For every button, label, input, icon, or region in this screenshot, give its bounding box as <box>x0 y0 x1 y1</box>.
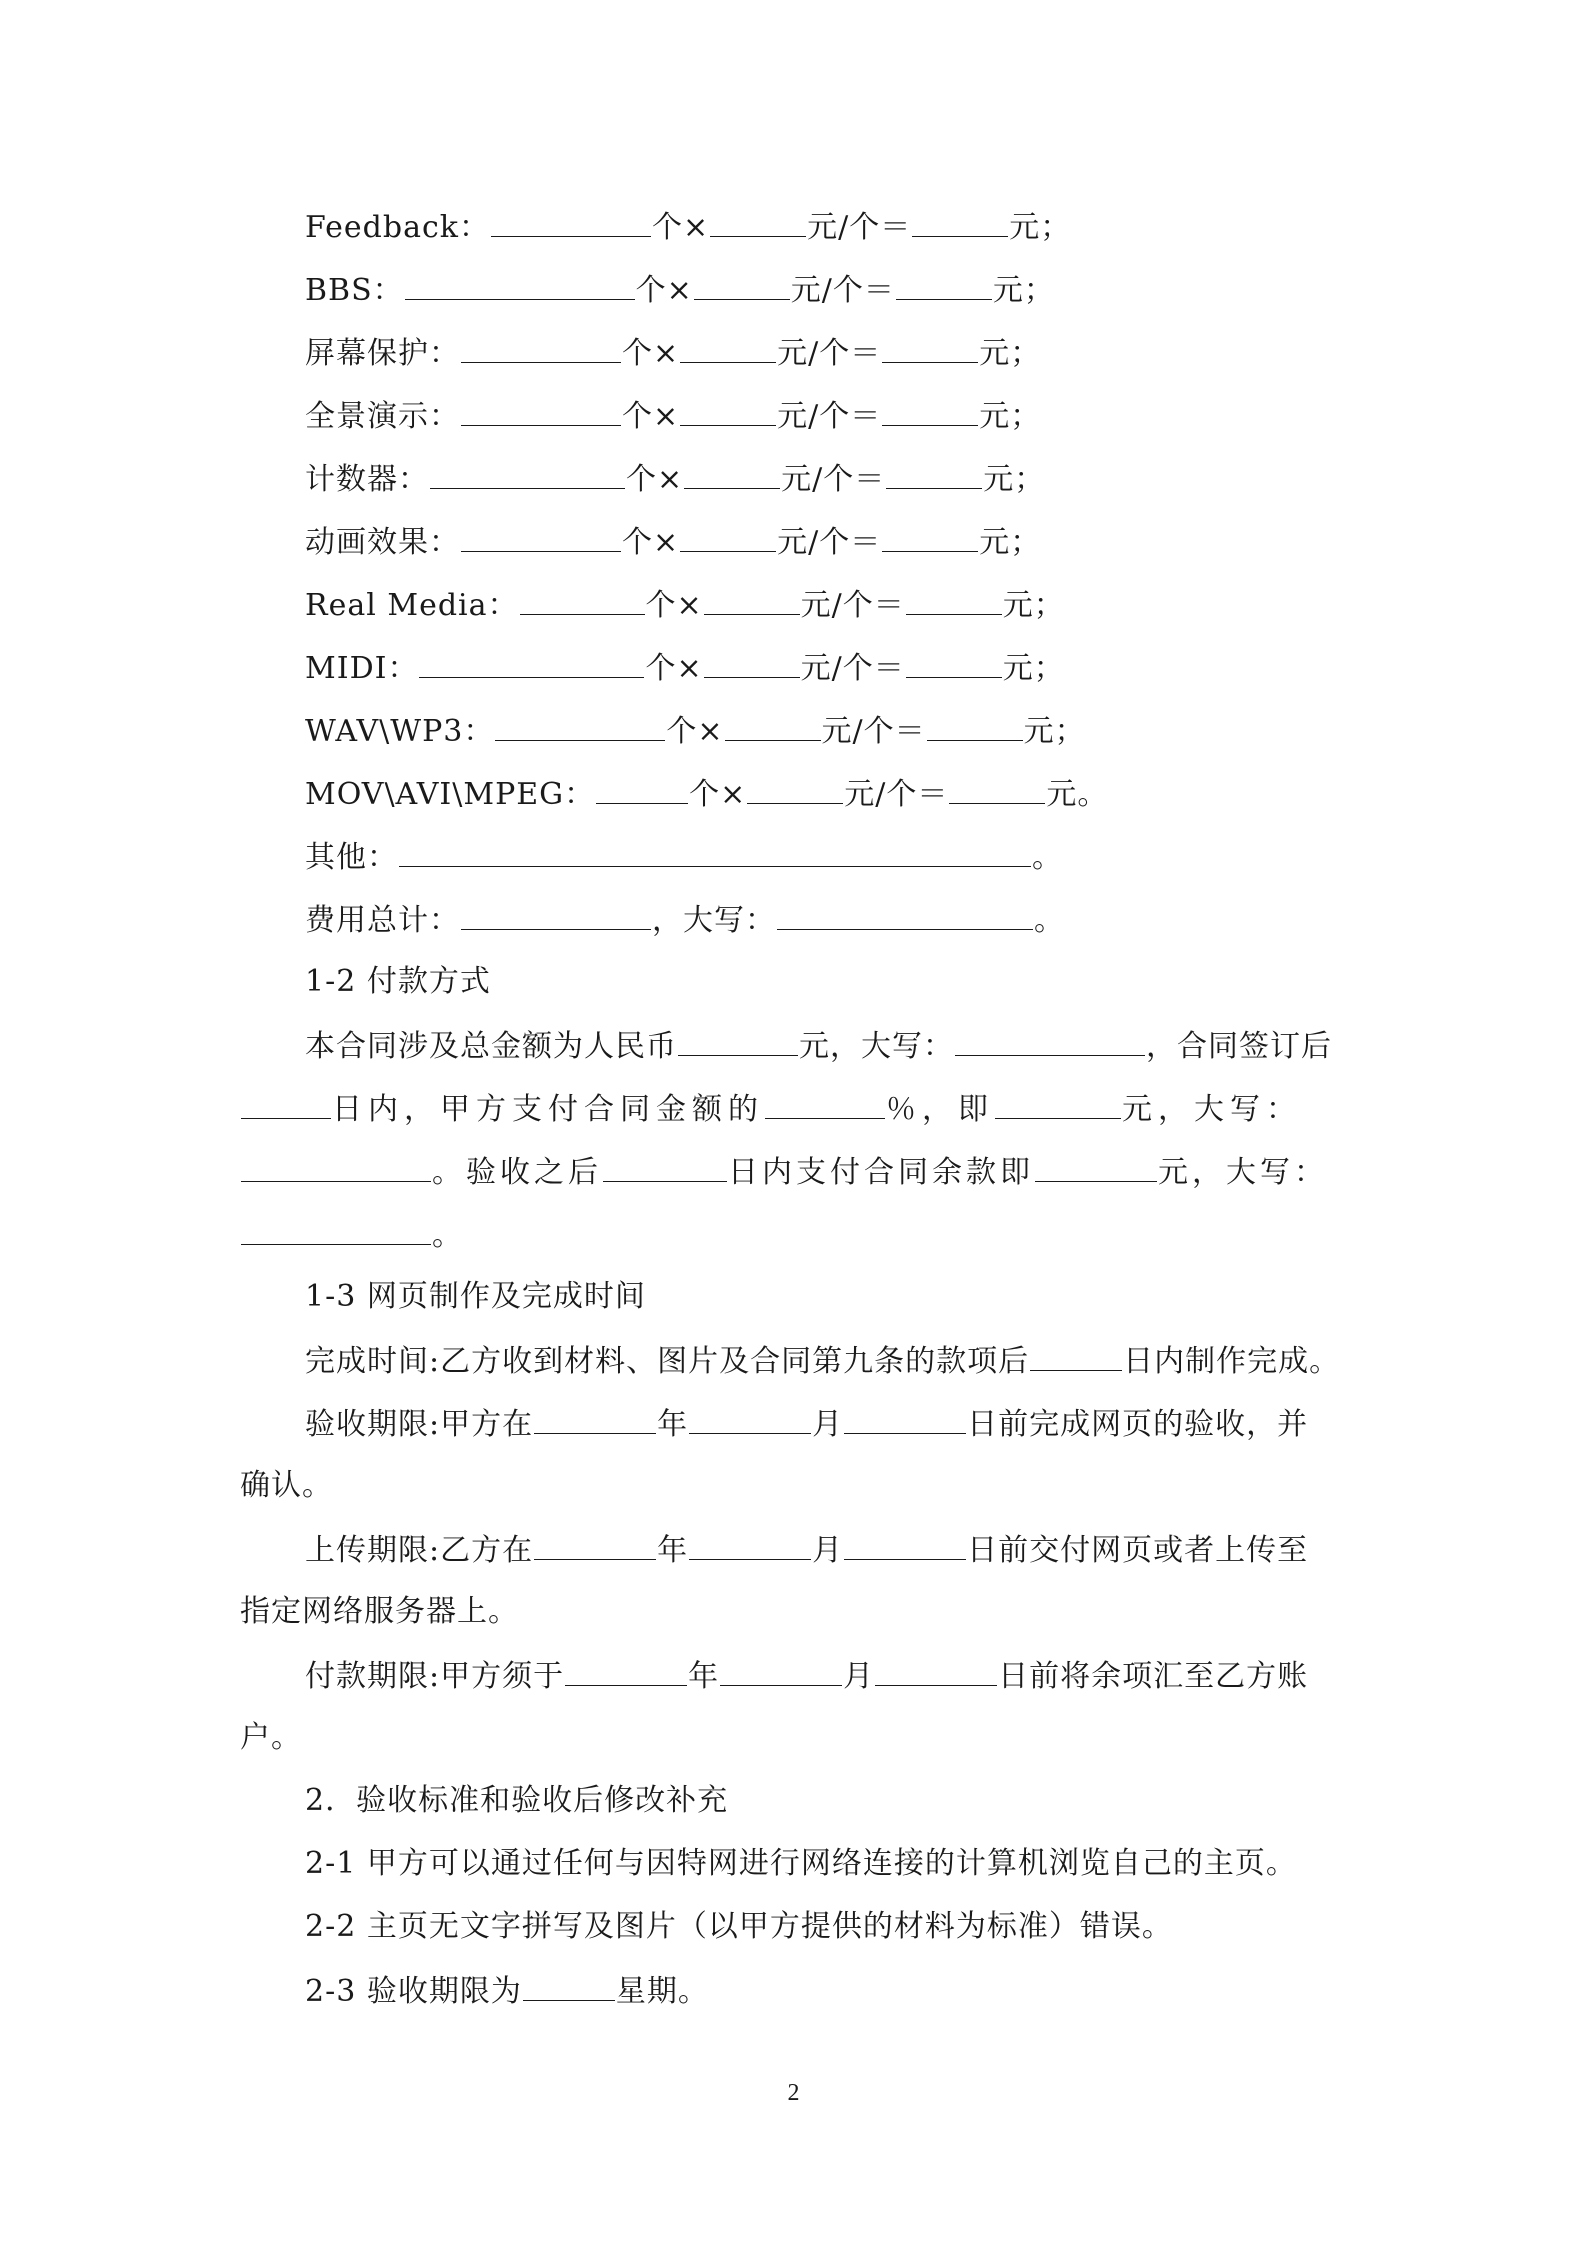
text: 元，大写： <box>799 1029 954 1064</box>
unit-text: 元； <box>992 273 1055 308</box>
month-blank[interactable] <box>689 1529 811 1560</box>
balance-blank[interactable] <box>1035 1151 1157 1182</box>
fee-label: MIDI： <box>305 651 419 686</box>
punct: 。 <box>1032 840 1063 875</box>
unit-text: 元/个＝ <box>781 462 886 497</box>
amount-blank[interactable] <box>906 584 1002 615</box>
upload-line-cont: 指定网络服务器上。 <box>240 1594 519 1629</box>
amount-blank[interactable] <box>906 647 1002 678</box>
fee-line-screensaver <box>305 332 1041 374</box>
unit-text: 个× <box>651 210 710 245</box>
amount-blank[interactable] <box>882 395 978 426</box>
month-blank[interactable] <box>689 1403 811 1434</box>
text: 月 <box>843 1659 875 1694</box>
unit-text: 元； <box>1009 210 1072 245</box>
fee-line-realmedia <box>305 584 1065 626</box>
price-blank[interactable] <box>680 521 776 552</box>
text: 月 <box>812 1407 844 1442</box>
amount-blank[interactable] <box>949 773 1045 804</box>
text: 日内支付合同余款即 <box>728 1155 1034 1190</box>
other-label: 其他： <box>305 840 398 875</box>
fee-line-feedback <box>305 206 1071 248</box>
amount-words-blank[interactable] <box>241 1214 431 1245</box>
text: 日前交付网页或者上传至 <box>967 1533 1309 1568</box>
fee-line-bbs <box>305 269 1055 311</box>
unit-text: 元/个＝ <box>807 210 912 245</box>
unit-text: 元； <box>1002 651 1065 686</box>
unit-text: 个× <box>622 399 680 434</box>
clause-2-3 <box>305 1970 709 2012</box>
unit-text: 元； <box>983 462 1046 497</box>
quantity-blank[interactable] <box>430 458 625 489</box>
quantity-blank[interactable] <box>419 647 644 678</box>
quantity-blank[interactable] <box>491 206 651 237</box>
section-heading-1-2: 1-2 付款方式 <box>305 964 491 999</box>
text: 日前将余项汇至乙方账 <box>998 1659 1309 1694</box>
unit-text: 元/个＝ <box>800 588 905 623</box>
quantity-blank[interactable] <box>495 710 665 741</box>
fee-line-panorama <box>305 395 1041 437</box>
price-blank[interactable] <box>704 584 800 615</box>
fee-label: Feedback： <box>305 210 490 245</box>
total-words-blank[interactable] <box>777 899 1033 930</box>
text: 元，大写： <box>1158 1155 1328 1190</box>
other-blank[interactable] <box>399 836 1031 867</box>
fee-label: MOV\AVI\MPEG： <box>305 777 596 812</box>
payment-line-4 <box>240 1214 463 1256</box>
total-label: 费用总计： <box>305 903 460 938</box>
year-blank[interactable] <box>565 1655 687 1686</box>
quantity-blank[interactable] <box>461 332 621 363</box>
total-amount-blank[interactable] <box>461 899 651 930</box>
year-blank[interactable] <box>534 1403 656 1434</box>
days-blank[interactable] <box>603 1151 727 1182</box>
unit-text: 元/个＝ <box>790 273 895 308</box>
text: ，合同签订后 <box>1146 1029 1332 1064</box>
text: ％，即 <box>886 1092 994 1127</box>
acceptance-line-cont: 确认。 <box>240 1468 333 1503</box>
payment-line-1 <box>305 1025 1332 1067</box>
days-blank[interactable] <box>241 1088 331 1119</box>
price-blank[interactable] <box>680 332 776 363</box>
quantity-blank[interactable] <box>461 521 621 552</box>
price-blank[interactable] <box>747 773 843 804</box>
quantity-blank[interactable] <box>520 584 645 615</box>
total-amount-blank[interactable] <box>678 1025 798 1056</box>
total-mid-text: ，大写： <box>652 903 776 938</box>
day-blank[interactable] <box>844 1529 966 1560</box>
quantity-blank[interactable] <box>461 395 621 426</box>
fee-line-mov <box>305 773 1108 815</box>
upload-line <box>305 1529 1308 1571</box>
fee-label: Real Media： <box>305 588 519 623</box>
payment-line-2 <box>240 1088 1302 1130</box>
text: 完成时间:乙方收到材料、图片及合同第九条的款项后 <box>305 1344 1030 1379</box>
price-blank[interactable] <box>680 395 776 426</box>
amount-blank[interactable] <box>882 521 978 552</box>
text: 付款期限:甲方须于 <box>305 1659 565 1694</box>
text: 上传期限:乙方在 <box>305 1533 534 1568</box>
price-blank[interactable] <box>725 710 821 741</box>
amount-blank[interactable] <box>912 206 1008 237</box>
amount-blank[interactable] <box>995 1088 1121 1119</box>
amount-words-blank[interactable] <box>241 1151 431 1182</box>
unit-text: 元/个＝ <box>844 777 949 812</box>
text: 年 <box>657 1533 689 1568</box>
fee-label: 动画效果： <box>305 525 460 560</box>
weeks-blank[interactable] <box>523 1970 615 2001</box>
unit-text: 元； <box>1002 588 1065 623</box>
unit-text: 元/个＝ <box>800 651 905 686</box>
day-blank[interactable] <box>875 1655 997 1686</box>
unit-text: 个× <box>689 777 747 812</box>
unit-text: 元/个＝ <box>821 714 926 749</box>
fee-line-animation <box>305 521 1041 563</box>
amount-blank[interactable] <box>896 269 992 300</box>
price-blank[interactable] <box>694 269 790 300</box>
price-blank[interactable] <box>684 458 780 489</box>
text: 验收期限:甲方在 <box>305 1407 534 1442</box>
unit-text: 个× <box>635 273 693 308</box>
fee-label: WAV\WP3： <box>305 714 495 749</box>
payment-deadline-line <box>305 1655 1308 1697</box>
text: 本合同涉及总金额为人民币 <box>305 1029 677 1064</box>
unit-text: 个× <box>645 651 703 686</box>
amount-blank[interactable] <box>927 710 1023 741</box>
year-blank[interactable] <box>534 1529 656 1560</box>
text: 。 <box>432 1218 463 1253</box>
fee-line-midi <box>305 647 1065 689</box>
unit-text: 元； <box>979 399 1042 434</box>
amount-blank[interactable] <box>886 458 982 489</box>
clause-2-1: 2-1 甲方可以通过任何与因特网进行网络连接的计算机浏览自己的主页。 <box>305 1846 1297 1881</box>
amount-blank[interactable] <box>882 332 978 363</box>
text: 。验收之后 <box>432 1155 602 1190</box>
text: 2-3 验收期限为 <box>305 1974 522 2009</box>
day-blank[interactable] <box>844 1403 966 1434</box>
fee-label: 计数器： <box>305 462 429 497</box>
section-heading-1-3: 1-3 网页制作及完成时间 <box>305 1279 646 1314</box>
price-blank[interactable] <box>710 206 806 237</box>
text: 年 <box>657 1407 689 1442</box>
unit-text: 元/个＝ <box>777 525 882 560</box>
unit-text: 个× <box>622 525 680 560</box>
text: 年 <box>688 1659 720 1694</box>
fee-line-counter <box>305 458 1045 500</box>
fee-label: BBS： <box>305 273 404 308</box>
payment-line-3 <box>240 1151 1328 1193</box>
amount-words-blank[interactable] <box>955 1025 1145 1056</box>
text: 元，大写： <box>1122 1092 1302 1127</box>
text: 月 <box>812 1533 844 1568</box>
unit-text: 个× <box>626 462 684 497</box>
unit-text: 元； <box>1023 714 1086 749</box>
unit-text: 个× <box>666 714 724 749</box>
unit-text: 元。 <box>1046 777 1109 812</box>
days-blank[interactable] <box>1030 1340 1122 1371</box>
payment-deadline-cont: 户。 <box>240 1720 302 1755</box>
unit-text: 个× <box>622 336 680 371</box>
unit-text: 元； <box>979 525 1042 560</box>
month-blank[interactable] <box>720 1655 842 1686</box>
punct: 。 <box>1034 903 1065 938</box>
fee-line-wav <box>305 710 1086 752</box>
price-blank[interactable] <box>704 647 800 678</box>
text: 星期。 <box>615 1974 709 2009</box>
unit-text: 个× <box>645 588 703 623</box>
completion-line <box>305 1340 1340 1382</box>
unit-text: 元/个＝ <box>777 336 882 371</box>
unit-text: 元； <box>979 336 1042 371</box>
other-line <box>305 836 1063 878</box>
text: 日内，甲方支付合同金额的 <box>332 1092 764 1127</box>
percent-blank[interactable] <box>765 1088 885 1119</box>
fee-label: 屏幕保护： <box>305 336 460 371</box>
quantity-blank[interactable] <box>405 269 635 300</box>
unit-text: 元/个＝ <box>777 399 882 434</box>
text: 日前完成网页的验收，并 <box>967 1407 1309 1442</box>
text: 日内制作完成。 <box>1123 1344 1341 1379</box>
fee-label: 全景演示： <box>305 399 460 434</box>
quantity-blank[interactable] <box>596 773 688 804</box>
page-number: 2 <box>787 2080 800 2106</box>
acceptance-line <box>305 1403 1308 1445</box>
total-line <box>305 899 1065 941</box>
clause-2-2: 2-2 主页无文字拼写及图片（以甲方提供的材料为标准）错误。 <box>305 1909 1173 1944</box>
section-heading-2: 2．验收标准和验收后修改补充 <box>305 1783 729 1818</box>
